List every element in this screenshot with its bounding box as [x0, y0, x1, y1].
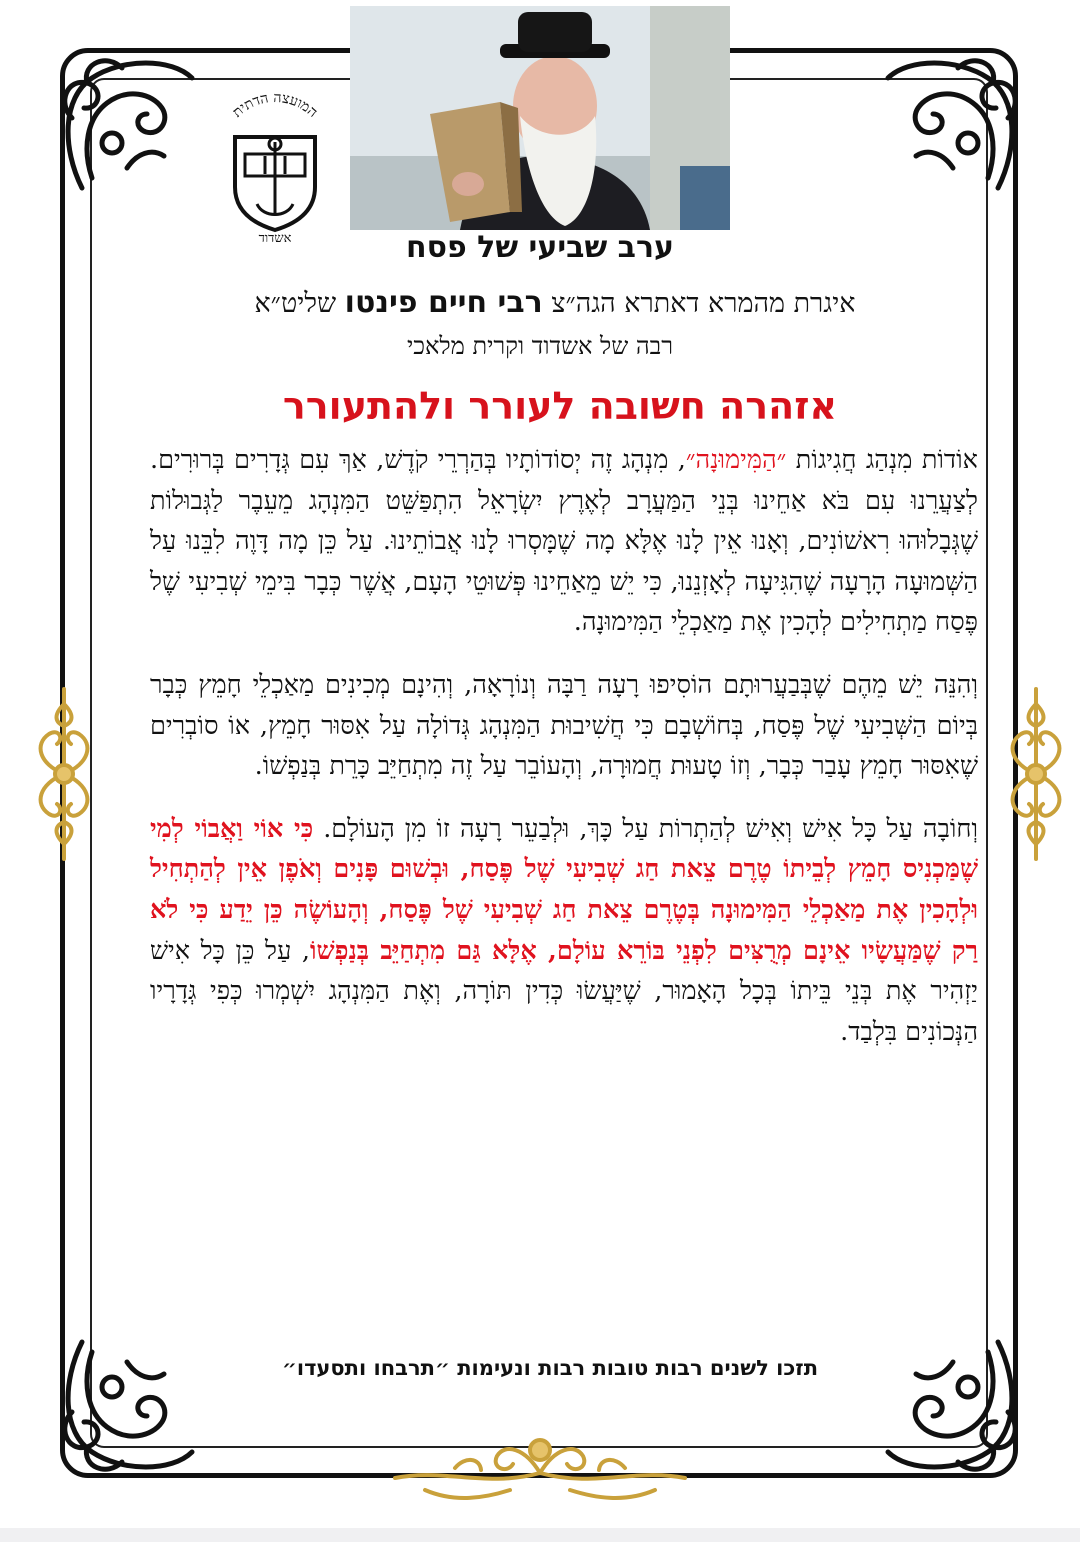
gold-side-ornament	[24, 684, 104, 864]
letter-attribution	[140, 285, 970, 321]
gold-bottom-ornament	[385, 1428, 695, 1514]
rabbi-photo	[350, 6, 730, 230]
gold-side-ornament	[996, 684, 1076, 864]
letter-body	[150, 440, 978, 1074]
logo-city-text: אשדוד	[258, 231, 292, 242]
bottom-strip	[0, 1528, 1080, 1542]
warning-heading: אזהרה חשובה לעורר ולהתעורר	[282, 384, 838, 428]
mimouna-quote: ״הַמִּימוּנָה״	[685, 445, 787, 475]
corner-flourish-ornament	[52, 1332, 202, 1482]
paragraph-3-warning: כִּי אוֹי וַאֲבוֹי לְמִי שֶׁמַּכְנִיס חָמֵץ לְבֵיתוֹ טֶרֶם צֵאת חַג שְׁבִיעִי שֶׁל פֶּסַח, וּבְשׁוּם פָּנִים וְאֹפֶן אֵין לְהַתְחִיל וּלְהָכִין אֶת מַאַכְלֵי הַמִּימוּנָה בְּטֶרֶם צֵאת חַג שְׁבִיעִי שֶׁל פֶּסַח, וְהָעוֹשֶׂה כֵּן יֵדַע כִּי לֹא רַק שֶׁמַּעֲשָׂיו אֵינָם מְרֻצִּים לִפְנֵי בּוֹרֵא עוֹלָם, אֶלָּא גַּם מִתְחַיֵּב בְּנַפְשׁוֹ	[150, 813, 978, 966]
rabbi-position: רבה של אשדוד וקרית מלאכי	[406, 332, 674, 360]
closing-blessing: תזכו לשנים רבות טובות רבות ונעימות ״תרבחו ותסעדו״	[281, 1356, 819, 1380]
paragraph-3-end: , עַל כֵּן כָּל אִישׁ יַזְהִיר אֶת בְּנֵי בֵּיתוֹ בְּכָל הָאָמוּר, שֶׁיַּעֲשׂוּ כְּדִין תּוֹרָה, וְאֶת הַמִּנְהָג יִשְׁמְרוּ כְּפִי גְּדָרָיו הַנְּכוֹנִים בִּלְבַד.	[150, 935, 978, 1047]
letter-prefix: איגרת מהמרא דאתרא הגה״צ	[542, 288, 856, 319]
paragraph-1-start: אוֹדוֹת מִנְהַג חֲגִיגוֹת	[786, 445, 978, 475]
page-title: ערב שביעי של פסח	[406, 230, 674, 265]
religious-council-logo	[205, 92, 345, 242]
corner-flourish-ornament	[878, 1332, 1028, 1482]
letter-suffix: שליט״א	[254, 288, 345, 319]
paragraph-2: וְהִנֵּה יֵשׁ מֵהֶם שֶׁבְּבַעֲרוּתָם הוֹסִיפוּ רָעָה רַבָּה וְנוֹרָאָה, וְהִינָם מְכִינִים מַאַכְלֵי חָמֵץ כְּבָר בְּיוֹם הַשְּׁבִיעִי שֶׁל פֶּסַח, בְּחוֹשְׁבָם כִּי חֲשִׁיבוּת הַמִּנְהָג גְּדוֹלָה עַל אִסּוּר חָמֵץ, אוֹ סוֹבְרִים שֶׁאִסּוּר חָמֵץ עָבַר כְּבָר, וְזוֹ טָעוּת חֲמוּרָה, וְהָעוֹבֵר עַל זֶה מִתְחַיֵּב כָּרֵת בְּנַפְשׁוֹ.	[150, 669, 978, 782]
svg-text:המועצה הדתית	[230, 92, 321, 121]
paragraph-1-rest: , מִנְהָג זֶה יְסוֹדוֹתָיו בְּהַרְרֵי קֹדֶשׁ, אַךְ עִם גְּדָרִים בְּרוּרִים. לְצַעֲרֵנוּ עִם בֹּא אַחֵינוּ בְּנֵי הַמַּעֲרָב לְאֶרֶץ יִשְׂרָאֵל הִתְפַּשֵּׁט הַמִּנְהָג מֵעֵבֶר לַגְּבוּלוֹת שֶׁגְּבָלוּהוּ רִאשׁוֹנִים, וְאָנוּ אֵין לָנוּ אֶלָּא מָה שֶׁמָּסְרוּ לָנוּ אֲבוֹתֵינוּ. עַל כֵּן מָה דָּוֶה לִבֵּנוּ עַל הַשְּׁמוּעָה הָרָעָה שֶׁהִגִּיעָה לְאָזְנֵנוּ, כִּי יֵשׁ מֵאַחֵינוּ פְּשׁוּטֵי הָעָם, אֲשֶׁר כְּבָר בִּימֵי שְׁבִיעִי שֶׁל פֶּסַח מַתְחִילִים לְהָכִין אֶת מַאַכְלֵי הַמִּימוּנָה.	[150, 445, 978, 638]
paragraph-3-start: וְחוֹבָה עַל כָּל אִישׁ וְאִישׁ לְהַתְרוֹת עַל כָּךְ, וּלְבַעֵר רָעָה זוֹ מִן הָעוֹלָם.	[313, 813, 978, 844]
paragraph-1	[150, 440, 978, 643]
paragraph-3	[150, 809, 978, 1053]
corner-flourish-ornament	[52, 48, 202, 198]
logo-arc-text: המועצה הדתית	[229, 92, 321, 121]
rabbi-name: רבי חיים פינטו	[344, 285, 543, 320]
corner-flourish-ornament	[878, 48, 1028, 198]
